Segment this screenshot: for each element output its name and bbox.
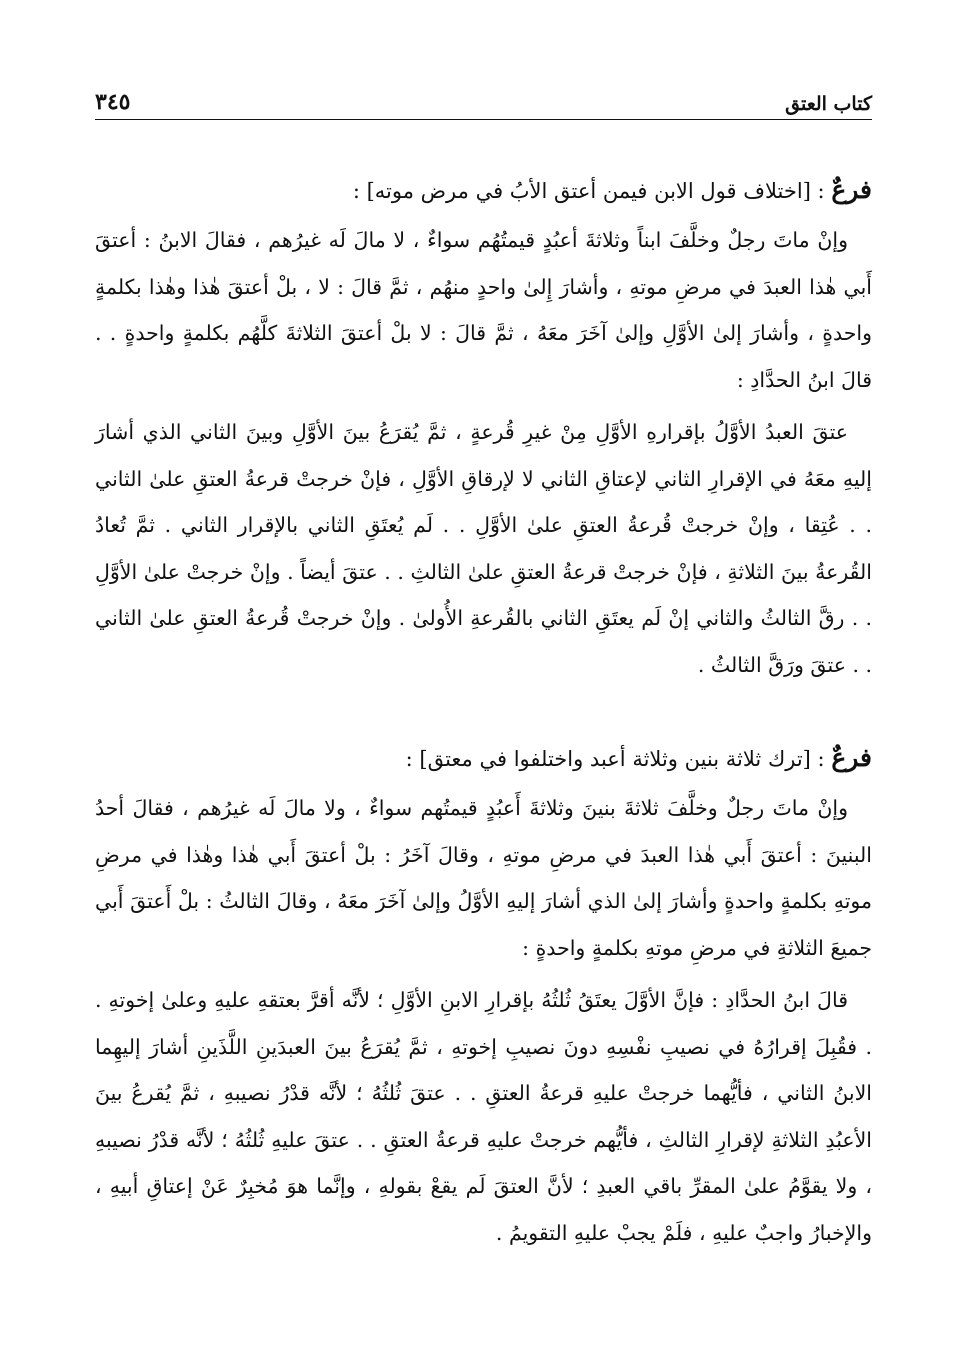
- running-title: كتاب العتق: [785, 93, 872, 115]
- section-heading: [95, 738, 872, 779]
- paragraph: وإنْ ماتَ رجلٌ وخلَّفَ ثلاثةَ بنينَ وثلاثةَ أَعبُدٍ قيمتُهم سواءٌ ، ولا مالَ لَه غيرُهم ، فقالَ أحدُ البنينَ : أعتقَ أَبي هٰذا العبدَ في مرضِ موتهِ ، وقالَ آخَرُ : بلْ أعتقَ أَبي هٰذا وهٰذا في مرضِ موتهِ بكلمةٍ واحدةٍ وأشارَ إلىٰ الذي أشارَ إليهِ الأوَّلُ وإلىٰ آخَرَ معَهُ ، وقالَ الثالثُ : بلْ أَعتقَ أَبي جميعَ الثلاثةِ في مرضِ موتهِ بكلمةٍ واحدةٍ :: [95, 796, 872, 960]
- paragraph: وإنْ ماتَ رجلٌ وخلَّفَ ابناً وثلاثةَ أعبُدٍ قيمتُهُم سواءٌ ، لا مالَ لَه غيرُهم ، فقالَ الابنُ : أعتقَ أَبي هٰذا العبدَ في مرضِ موتهِ ، وأشارَ إِلىٰ واحدٍ منهُم ، ثمَّ قالَ : لا ، بلْ أعتقَ هٰذا وهٰذا بكلمةٍ واحدةٍ ، وأشارَ إلىٰ الأوَّلِ وإلىٰ آخَرَ معَهُ ، ثمَّ قالَ : لا بلْ أعتقَ الثلاثةَ كلَّهُم بكلمةٍ واحدةٍ . . قالَ ابنُ الحدَّادِ :: [95, 228, 872, 392]
- section-title: : [اختلاف قول الابن فيمن أعتق الأبُ في مرض موته] :: [352, 179, 825, 203]
- page-number: ٣٤٥: [95, 89, 131, 115]
- page-header: [95, 82, 872, 120]
- paragraph: قالَ ابنُ الحدَّادِ : فإنَّ الأوَّلَ يعتَقُ ثُلثُهُ بإقرارِ الابنِ الأوَّلِ ؛ لأنَّه أقرَّ بعتقهِ عليهِ وعلىٰ إخوتهِ . . فقُبِلَ إقرارُهُ في نصيبِ نفْسِهِ دونَ نصيبِ إخوتهِ ، ثمَّ يُقرَعُ بينَ العبدَينِ اللَّذَينِ أشارَ إليهِما الابنُ الثاني ، فأيُّهما خرجتْ عليهِ قرعةُ العتقِ . . عتقَ ثُلثُهُ ؛ لأنَّه قدْرُ نصيبهِ ، ثمَّ يُقرعُ بينَ الأعبُدِ الثلاثةِ لإقرارِ الثالثِ ، فأيُّهم خرجتْ عليهِ قرعةُ العتقِ . . عتقَ عليهِ ثُلثُهُ ؛ لأنَّه قدْرُ نصيبهِ ، ولا يقوَّمُ علىٰ المقرِّ باقي العبدِ ؛ لأنَّ العتقَ لَم يقعْ بقولهِ ، وإنَّما هوَ مُخبِرٌ عَنْ إعتاقِ أبيهِ ، والإخبارُ واجبٌ عليهِ ، فلَمْ يجبْ عليهِ التقويمُ .: [95, 988, 872, 1245]
- section-1: [95, 170, 872, 694]
- section-heading: [95, 170, 872, 211]
- section-2: [95, 738, 872, 1262]
- paragraph: عتقَ العبدُ الأوَّلُ بإقرارهِ الأوَّلِ مِنْ غيرِ قُرعةٍ ، ثمَّ يُقرَعُ بينَ الأوَّلِ وبينَ الثاني الذي أشارَ إليهِ معَهُ في الإقرارِ الثاني لإعتاقِ الثاني لا لإرقاقِ الأوَّلِ ، فإنْ خرجتْ قرعةُ العتقِ علىٰ الثاني . . عُتِقا ، وإنْ خرجتْ قُرعةُ العتقِ علىٰ الأوَّلِ . . لَم يُعتَقِ الثاني بالإقرار الثاني . ثمَّ تُعادُ القُرعةُ بينَ الثلاثةِ ، فإنْ خرجتْ قرعةُ العتقِ علىٰ الثالثِ . . عتقَ أيضاً . وإنْ خرجتْ علىٰ الأوَّلِ . . رقَّ الثالثُ والثاني إنْ لَم يعتَقِ الثاني بالقُرعةِ الأُولىٰ . وإنْ خرجتْ قُرعةُ العتقِ علىٰ الثاني . . عتقَ ورَقَّ الثالثُ .: [95, 420, 872, 677]
- book-page: [95, 0, 872, 1369]
- section-title: : [ترك ثلاثة بنين وثلاثة أعبد واختلفوا في معتق] :: [405, 747, 825, 771]
- section-label: فرعٌ: [831, 175, 872, 204]
- section-label: فرعٌ: [831, 743, 872, 772]
